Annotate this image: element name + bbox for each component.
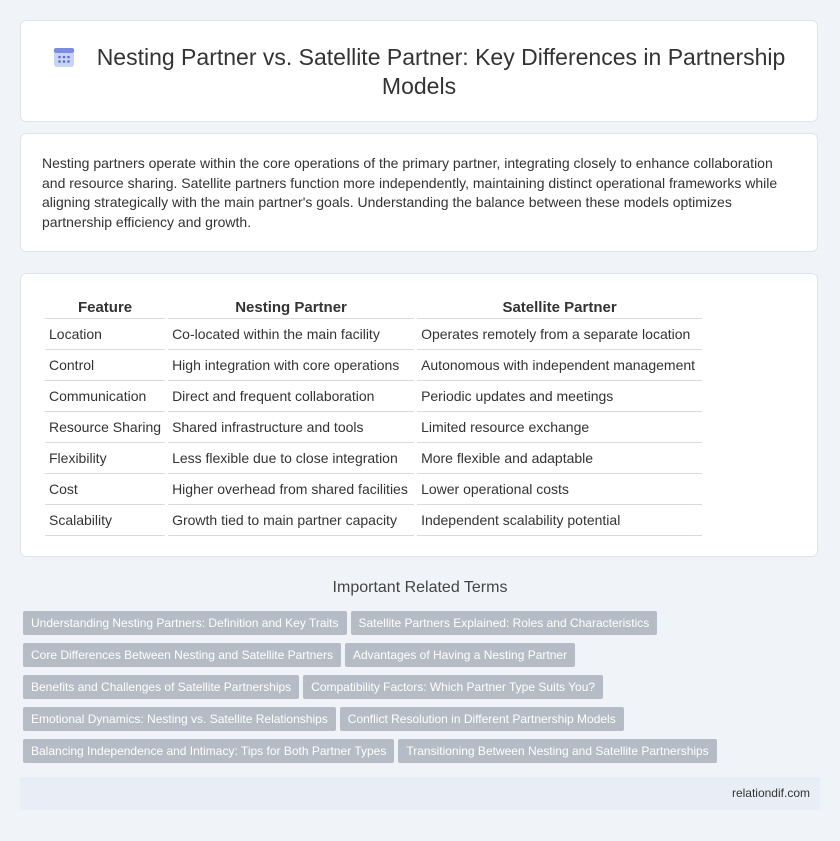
satellite-cell: More flexible and adaptable	[417, 443, 702, 474]
nesting-cell: Growth tied to main partner capacity	[168, 505, 414, 536]
related-term-tag[interactable]: Satellite Partners Explained: Roles and Characteristics	[351, 611, 658, 635]
related-terms-title: Important Related Terms	[332, 579, 508, 596]
footer-site-link[interactable]: relationdif.com	[731, 786, 810, 800]
tag-row	[23, 675, 823, 707]
nesting-cell: Co-located within the main facility	[168, 319, 414, 350]
related-term-tag[interactable]: Advantages of Having a Nesting Partner	[345, 643, 575, 667]
header-feature: Feature	[45, 296, 165, 319]
feature-cell: Resource Sharing	[45, 412, 165, 443]
related-term-tag[interactable]: Benefits and Challenges of Satellite Partnerships	[23, 675, 299, 699]
footer	[20, 777, 820, 810]
tag-row	[23, 611, 823, 643]
tag-row	[23, 707, 823, 739]
table-row	[45, 319, 702, 350]
table-row	[45, 381, 702, 412]
nesting-cell: Higher overhead from shared facilities	[168, 474, 414, 505]
nesting-cell: High integration with core operations	[168, 350, 414, 381]
table-row	[45, 474, 702, 505]
feature-cell: Location	[45, 319, 165, 350]
table-row	[45, 412, 702, 443]
related-term-tag[interactable]: Emotional Dynamics: Nesting vs. Satellite Relationships	[23, 707, 336, 731]
satellite-cell: Limited resource exchange	[417, 412, 702, 443]
table-row	[45, 443, 702, 474]
comparison-table-card	[20, 273, 818, 557]
calendar-icon	[53, 46, 75, 68]
intro-card	[20, 133, 818, 252]
satellite-cell: Lower operational costs	[417, 474, 702, 505]
table-row	[45, 505, 702, 536]
title-wrap	[21, 43, 817, 101]
satellite-cell: Periodic updates and meetings	[417, 381, 702, 412]
header-card	[20, 20, 818, 122]
feature-cell: Flexibility	[45, 443, 165, 474]
tag-row	[23, 643, 823, 675]
related-term-tag[interactable]: Conflict Resolution in Different Partnership Models	[340, 707, 624, 731]
table-header-row	[45, 296, 702, 319]
satellite-cell: Operates remotely from a separate location	[417, 319, 702, 350]
related-term-tag[interactable]: Understanding Nesting Partners: Definition and Key Traits	[23, 611, 347, 635]
feature-cell: Communication	[45, 381, 165, 412]
tag-row	[23, 739, 823, 771]
feature-cell: Cost	[45, 474, 165, 505]
feature-cell: Control	[45, 350, 165, 381]
table-row	[45, 350, 702, 381]
nesting-cell: Shared infrastructure and tools	[168, 412, 414, 443]
intro-text: Nesting partners operate within the core operations of the primary partner, integrating closely to enhance collaboration and resource sharing. Satellite partners function more independently, maintaining distinct operational frameworks while aligning strategically with the main partner's goals. Understanding the balance between these models optimizes partnership efficiency and growth.	[42, 155, 778, 230]
related-term-tag[interactable]: Core Differences Between Nesting and Satellite Partners	[23, 643, 341, 667]
nesting-cell: Direct and frequent collaboration	[168, 381, 414, 412]
header-satellite-partner: Satellite Partner	[417, 296, 702, 319]
nesting-cell: Less flexible due to close integration	[168, 443, 414, 474]
satellite-cell: Autonomous with independent management	[417, 350, 702, 381]
page-title: Nesting Partner vs. Satellite Partner: Key Differences in Partnership Models	[96, 44, 786, 99]
comparison-table	[42, 296, 705, 536]
related-term-tag[interactable]: Balancing Independence and Intimacy: Tips for Both Partner Types	[23, 739, 394, 763]
feature-cell: Scalability	[45, 505, 165, 536]
related-term-tag[interactable]: Transitioning Between Nesting and Satellite Partnerships	[398, 739, 716, 763]
header-nesting-partner: Nesting Partner	[168, 296, 414, 319]
related-term-tag[interactable]: Compatibility Factors: Which Partner Type Suits You?	[303, 675, 603, 699]
satellite-cell: Independent scalability potential	[417, 505, 702, 536]
related-terms-tags	[23, 611, 823, 771]
